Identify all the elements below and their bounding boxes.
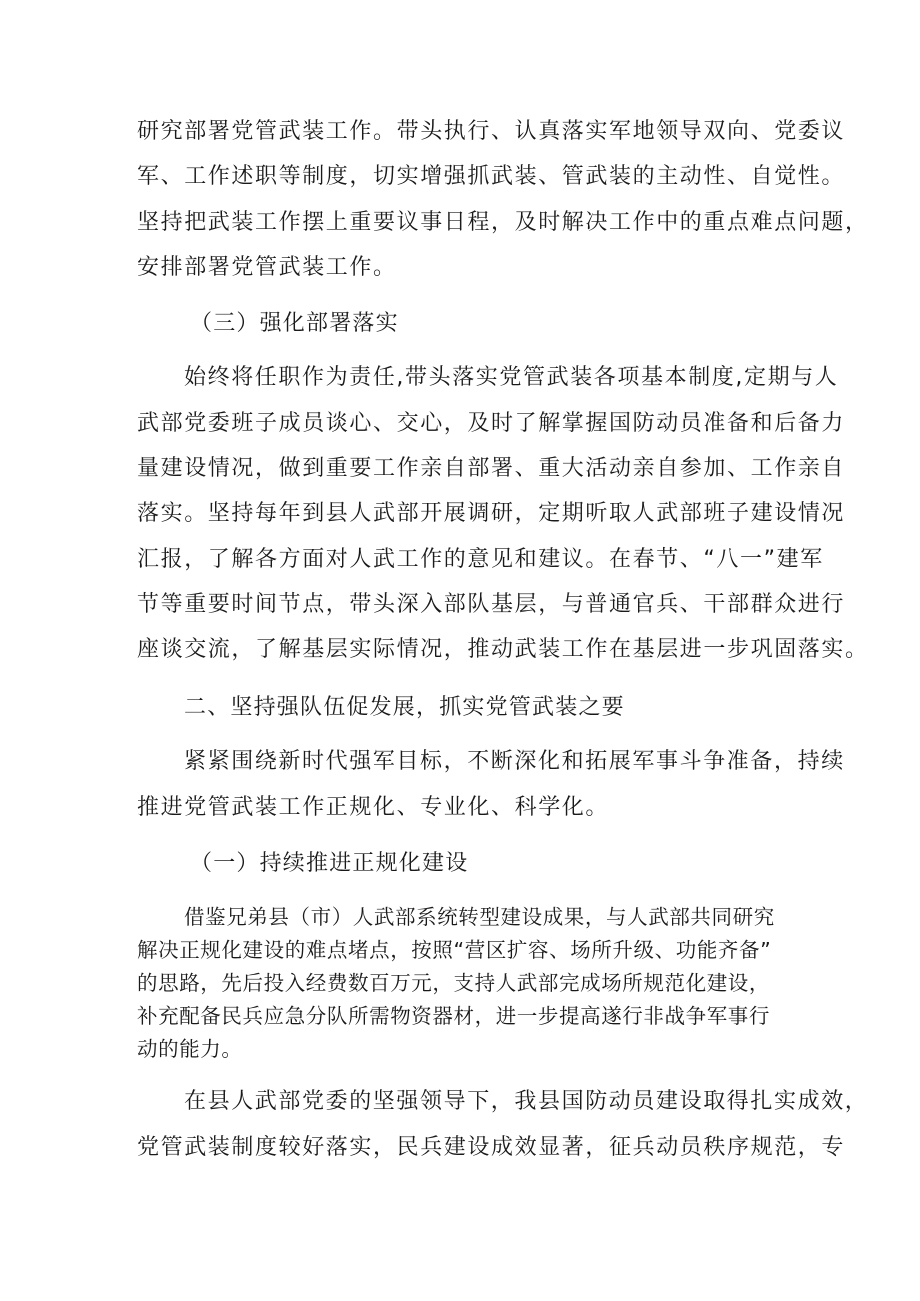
section-heading: （三）强化部署落实	[190, 311, 399, 336]
section-heading: 二、坚持强队伍促发展，抓实党管武装之要	[184, 695, 625, 720]
paragraph-line: 解决正规化建设的难点堵点，按照“营区扩容、场所升级、功能齐备”	[137, 938, 772, 962]
paragraph-line: 汇报，了解各方面对人武工作的意见和建议。在春节、“八一”建军	[137, 547, 824, 572]
paragraph-line: 紧紧围绕新时代强军目标，不断深化和拓展军事斗争准备，持续	[184, 749, 845, 774]
paragraph-line: 军、工作述职等制度，切实增强抓武装、管武装的主动性、自觉性。	[137, 164, 846, 189]
paragraph-line: 研究部署党管武装工作。带头执行、认真落实军地领导双向、党委议	[137, 119, 846, 144]
paragraph-line: 动的能力。	[137, 1037, 243, 1061]
paragraph-line: 补充配备民兵应急分队所需物资器材，进一步提高遂行非战争军事行	[137, 1004, 770, 1028]
paragraph-line: 座谈交流，了解基层实际情况，推动武装工作在基层进一步巩固落实。	[137, 637, 869, 662]
paragraph-line: 落实。坚持每年到县人武部开展调研，定期听取人武部班子建设情况	[137, 501, 846, 526]
paragraph-line: 量建设情况，做到重要工作亲自部署、重大活动亲自参加、工作亲自	[137, 456, 846, 481]
paragraph-line: 坚持把武装工作摆上重要议事日程，及时解决工作中的重点难点问题，	[137, 210, 869, 235]
paragraph-line: 党管武装制度较好落实，民兵建设成效显著，征兵动员秩序规范，专	[137, 1135, 846, 1160]
paragraph-line: 的思路，先后投入经费数百万元，支持人武部完成场所规范化建设，	[137, 971, 770, 995]
paragraph-line: 安排部署党管武装工作。	[137, 255, 397, 280]
paragraph-line: 在县人武部党委的坚强领导下，我县国防动员建设取得扎实成效，	[184, 1089, 869, 1114]
paragraph-line: 武部党委班子成员谈心、交心，及时了解掌握国防动员准备和后备力	[137, 411, 846, 436]
section-heading: （一）持续推进正规化建设	[190, 851, 469, 876]
paragraph-line: 始终将任职作为责任,带头落实党管武装各项基本制度,定期与人	[184, 365, 839, 390]
paragraph-line: 节等重要时间节点，带头深入部队基层，与普通官兵、干部群众进行	[137, 592, 846, 617]
paragraph-line: 借鉴兄弟县（市）人武部系统转型建设成果，与人武部共同研究	[184, 905, 775, 929]
paragraph-line: 推进党管武装工作正规化、专业化、科学化。	[137, 795, 610, 820]
